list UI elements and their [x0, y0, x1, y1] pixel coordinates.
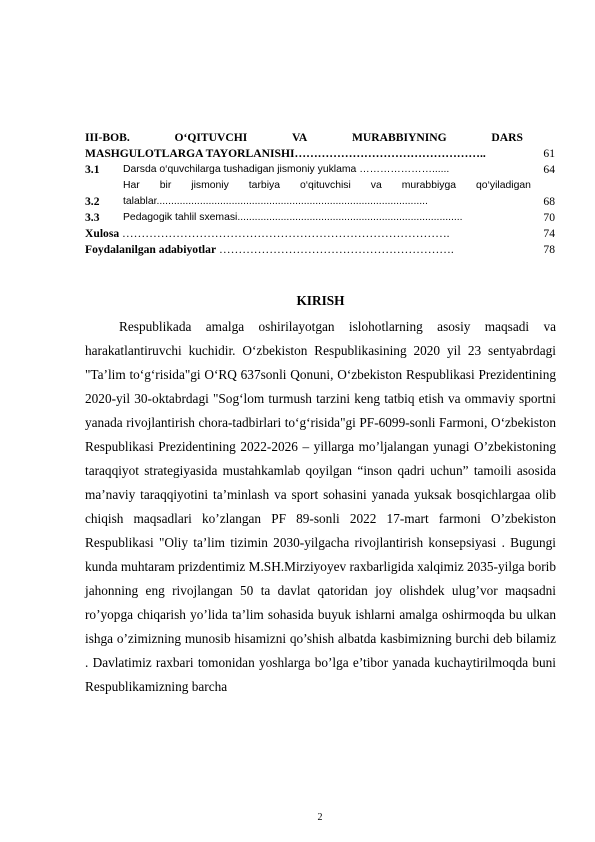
toc-adabiyotlar — [85, 242, 555, 258]
toc-item-3-2 — [85, 178, 555, 210]
toc-item-3-1 — [85, 162, 555, 178]
toc-page-number: 78 — [543, 243, 555, 256]
toc-word: VA — [292, 131, 308, 144]
toc-item-text-line1: Har bir jismoniy tarbiya o‘qituvchisi va murabbiyga qo‘yiladigan — [123, 180, 531, 191]
toc-word: O‘QITUVCHI — [174, 131, 248, 144]
toc-page-number: 68 — [543, 195, 555, 208]
toc-item-text — [123, 178, 533, 210]
toc-page-number: 64 — [543, 163, 555, 176]
toc-item-text: Foydalanilgan adabiyotlar ……………………………………………………. — [85, 243, 454, 256]
intro-paragraph: Respublikada amalga oshirilayotgan islohotlarning asosiy maqsadi va harakatlantiruvchi kuchidir. O‘zbekiston Respublikasining 2020 yil 23 sentyabrdagi "Ta’lim to‘g‘risida"gi O‘RQ 637sonli Qonuni, O‘zbekiston Respublikasi Prezidentining 2020-yil 30-oktabrdagi "Sog‘lom turmush tarzini keng tatbiq etish va ommaviy sportni yanada rivojlantirish chora-tadbirlari to‘g‘risida"gi PF-6099-sonli Farmoni, O‘zbekiston Respublikasi Prezidentining 2022-2026 – yillarga mo’ljalangan yunagi O’zbekistoning taraqqiyot strategiyasida mustahkamlab qoyilgan “inson qadri uchun” tamoili asosida ma’naviy taraqqiyotini ta’minlash va sport sohasini yanada yuksak bosqichlargaa olib chiqish maqsadlari ko’zlangan PF 89-sonli 2022 17-mart farmoni O’zbekiston Respublikasi "Oliy ta’lim tizimin 2030-yilgacha rivojlantirish konsepsiyasi . Bugungi kunda muhtaram prizdentimiz M.SH.Mirziyoyev raxbarligida xalqimiz 2035-yilga borib jahonning eng rivojlangan 50 ta davlat qatoridan joy olishdek ulug’vor maqsadni ro’yopga chiqarish yo’lida ta’lim sohasida buyuk ishlarni amalga oshirmoqda bu ulkan ishga o’zimizning munosib hisamizni qo’shish albatda kasbimizning burchi deb bilamiz . Davlatimiz raxbari tomonidan yoshlarga bo’lga e’tibor yanada kuchaytirilmoqda buni Respublikamizning barcha — [85, 319, 556, 694]
toc-item-number: 3.1 — [85, 163, 100, 176]
toc-item-text: Xulosa …………………………………………………………………………. — [85, 227, 450, 240]
toc-chapter3 — [85, 130, 555, 162]
toc-chapter3-title-line2: MASHGULOTLARGA TAYORLANISHI………………………………………….. — [85, 147, 486, 160]
toc-page-number: 61 — [543, 147, 555, 160]
toc-item-text: Pedagogik tahlil sxemasi.............................................................................. — [123, 212, 463, 223]
toc-item-3-3 — [85, 210, 555, 226]
toc-item-number: 3.3 — [85, 211, 100, 224]
toc-page-number: 74 — [543, 227, 555, 240]
toc-chapter3-title-line1 — [85, 130, 523, 146]
toc-page-number: 70 — [543, 211, 555, 224]
document-body — [85, 293, 556, 699]
toc-word: DARS — [491, 131, 523, 144]
toc-word: III-BOB. — [85, 131, 130, 144]
toc-word: MURABBIYNING — [351, 131, 447, 144]
page-number: 2 — [317, 812, 323, 823]
toc-item-text: Darsda o‘quvchilarga tushadigan jismoniy yuklama …………………...... — [123, 164, 450, 175]
section-title: KIRISH — [296, 293, 345, 308]
table-of-contents — [85, 130, 555, 258]
toc-item-text-line2: talablar.............................................................................................. — [123, 196, 428, 207]
toc-item-number: 3.2 — [85, 195, 100, 208]
toc-xulosa — [85, 226, 555, 242]
